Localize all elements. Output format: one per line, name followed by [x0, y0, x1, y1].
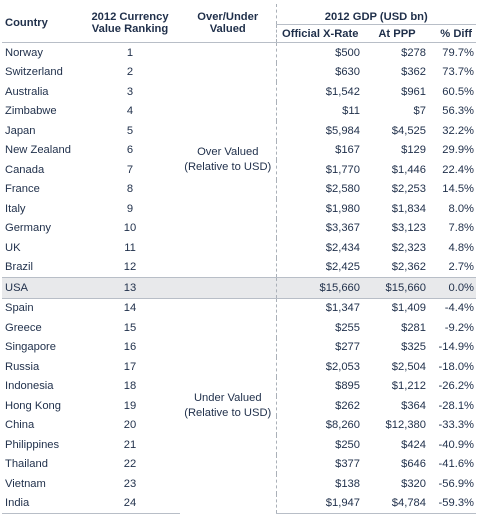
official-gdp-cell: $138 [276, 474, 364, 494]
over-valued-line1: Over Valued [197, 146, 259, 158]
rank-cell: 16 [123, 341, 137, 354]
ppp-gdp-cell: $12,380 [385, 419, 426, 432]
pct-diff-cell: -4.4% [444, 302, 474, 315]
pct-diff-cell: -18.0% [438, 360, 474, 373]
country-cell: Germany [5, 222, 52, 235]
ppp-gdp-cell: $129 [401, 144, 426, 157]
ppp-gdp-cell: $7 [413, 105, 426, 118]
pct-diff-cell: 56.3% [442, 105, 474, 118]
header-ppp: At PPP [364, 25, 430, 43]
ppp-gdp-cell: $278 [401, 46, 426, 59]
official-gdp-cell: $500 [276, 43, 364, 63]
official-gdp-cell: $262 [276, 396, 364, 416]
ppp-gdp-cell: $3,123 [391, 222, 426, 235]
official-gdp-cell: $1,770 [276, 160, 364, 180]
ppp-gdp-cell: $961 [401, 85, 426, 98]
pct-diff-cell: -26.2% [438, 380, 474, 393]
rank-cell: 6 [126, 144, 134, 157]
country-cell: Spain [5, 302, 34, 315]
country-cell: UK [5, 241, 21, 254]
rank-cell: 23 [123, 477, 137, 490]
country-cell: Switzerland [5, 66, 63, 79]
pct-diff-cell: -9.2% [444, 321, 474, 334]
official-gdp-cell: $11 [276, 102, 364, 122]
country-cell: Thailand [5, 458, 48, 471]
over-valued-line2: (Relative to USD) [184, 161, 272, 173]
official-gdp-cell: $255 [276, 318, 364, 338]
header-rank-line1: 2012 Currency [91, 11, 169, 23]
ppp-gdp-cell: $2,362 [391, 261, 426, 274]
pct-diff-cell: 22.4% [442, 163, 474, 176]
country-cell: Indonesia [5, 380, 54, 393]
country-cell: China [5, 419, 35, 432]
rank-cell: 1 [126, 46, 134, 59]
country-cell: Norway [5, 46, 43, 59]
over-valued-group-label [180, 43, 276, 278]
pct-diff-cell: -41.6% [438, 458, 474, 471]
ppp-gdp-cell: $4,525 [391, 124, 426, 137]
country-cell: Vietnam [5, 477, 46, 490]
official-gdp-cell: $1,542 [276, 82, 364, 102]
rank-cell: 7 [126, 163, 134, 176]
rank-cell: 10 [123, 222, 137, 235]
pct-diff-cell: 73.7% [442, 66, 474, 79]
pct-diff-cell: 79.7% [442, 46, 474, 59]
official-gdp-cell: $277 [276, 338, 364, 358]
ppp-gdp-cell: $1,212 [391, 380, 426, 393]
table-body [2, 43, 476, 514]
ppp-gdp-cell: $281 [401, 321, 426, 334]
rank-cell: 8 [126, 183, 134, 196]
header-ou-line1: Over/Under [197, 11, 259, 23]
country-cell: Philippines [5, 438, 60, 451]
ppp-gdp-cell: $2,253 [391, 183, 426, 196]
country-cell: New Zealand [5, 144, 71, 157]
under-valued-line1: Under Valued [193, 392, 262, 404]
country-cell: Australia [5, 85, 49, 98]
rank-cell: 19 [123, 399, 137, 412]
rank-cell: 12 [123, 261, 137, 274]
pct-diff-cell: -14.9% [438, 341, 474, 354]
official-gdp-cell: $2,053 [276, 357, 364, 377]
table-row [2, 278, 476, 299]
pct-diff-cell: 14.5% [442, 183, 474, 196]
country-cell: Canada [5, 163, 45, 176]
official-gdp-cell: $3,367 [276, 219, 364, 239]
rank-cell: 22 [123, 458, 137, 471]
pct-diff-cell: 2.7% [448, 261, 474, 274]
rank-cell: 18 [123, 380, 137, 393]
ppp-gdp-cell: $2,323 [391, 241, 426, 254]
country-cell: Russia [5, 360, 40, 373]
pct-diff-cell: -33.3% [438, 419, 474, 432]
pct-diff-cell: -56.9% [438, 477, 474, 490]
rank-cell: 17 [123, 360, 137, 373]
header-over-under [180, 4, 276, 43]
table-row [2, 298, 476, 318]
header-gdp-group: 2012 GDP (USD bn) [276, 4, 476, 25]
ppp-gdp-cell: $2,504 [391, 360, 426, 373]
country-cell: USA [2, 278, 80, 299]
ppp-gdp-cell: $1,834 [391, 202, 426, 215]
header-official: Official X-Rate [276, 25, 364, 43]
pct-diff-cell: -28.1% [438, 399, 474, 412]
pct-diff-cell: 7.8% [448, 222, 474, 235]
ppp-gdp-cell: $4,784 [364, 494, 430, 514]
rank-cell: 11 [124, 241, 136, 254]
rank-cell: 13 [80, 278, 180, 299]
gdp-currency-table [2, 4, 476, 514]
pct-diff-cell: 32.2% [442, 124, 474, 137]
ppp-gdp-cell: $1,446 [391, 163, 426, 176]
official-gdp-cell: $15,660 [276, 278, 364, 299]
official-gdp-cell: $2,425 [276, 258, 364, 278]
rank-cell: 21 [123, 438, 137, 451]
country-cell: Japan [5, 124, 36, 137]
official-gdp-cell: $1,347 [276, 298, 364, 318]
country-cell: France [5, 183, 40, 196]
rank-cell: 15 [123, 321, 137, 334]
country-cell: Hong Kong [5, 399, 61, 412]
header-rank [80, 4, 180, 43]
pct-diff-cell: 29.9% [442, 144, 474, 157]
pct-diff-cell: 8.0% [448, 202, 474, 215]
under-valued-group-label [180, 298, 276, 514]
ppp-gdp-cell: $424 [401, 438, 426, 451]
official-gdp-cell: $630 [276, 63, 364, 83]
rank-cell: 14 [123, 302, 137, 315]
rank-cell: 24 [80, 494, 180, 514]
ppp-gdp-cell: $1,409 [391, 302, 426, 315]
official-gdp-cell: $2,580 [276, 180, 364, 200]
official-gdp-cell: $1,947 [276, 494, 364, 514]
rank-cell: 4 [126, 105, 134, 118]
country-cell: Brazil [5, 261, 33, 274]
official-gdp-cell: $2,434 [276, 238, 364, 258]
ppp-gdp-cell: $320 [401, 477, 426, 490]
ppp-gdp-cell: $364 [401, 399, 426, 412]
official-gdp-cell: $895 [276, 377, 364, 397]
rank-cell: 20 [123, 419, 137, 432]
official-gdp-cell: $167 [276, 141, 364, 161]
ppp-gdp-cell: $362 [401, 66, 426, 79]
ppp-gdp-cell: $325 [401, 341, 426, 354]
country-cell: Singapore [5, 341, 57, 354]
pct-diff-cell: 60.5% [442, 85, 474, 98]
header-rank-line2: Value Ranking [91, 23, 169, 35]
rank-cell: 3 [126, 85, 134, 98]
official-gdp-cell: $8,260 [276, 416, 364, 436]
header-diff: % Diff [430, 25, 476, 43]
country-cell: India [2, 494, 80, 514]
country-cell: Zimbabwe [5, 105, 57, 118]
country-cell: Italy [5, 202, 26, 215]
header-ou-line2: Valued [209, 23, 246, 35]
rank-cell: 2 [126, 66, 134, 79]
pct-diff-cell: -40.9% [438, 438, 474, 451]
ppp-gdp-cell: $15,660 [364, 278, 430, 299]
under-valued-line2: (Relative to USD) [184, 407, 272, 419]
official-gdp-cell: $5,984 [276, 121, 364, 141]
country-cell: Greece [5, 321, 42, 334]
official-gdp-cell: $250 [276, 435, 364, 455]
ppp-gdp-cell: $646 [401, 458, 426, 471]
header-country: Country [2, 4, 80, 43]
pct-diff-cell: -59.3% [430, 494, 476, 514]
rank-cell: 9 [126, 202, 134, 215]
pct-diff-cell: 4.8% [448, 241, 474, 254]
table-row [2, 43, 476, 63]
official-gdp-cell: $377 [276, 455, 364, 475]
official-gdp-cell: $1,980 [276, 199, 364, 219]
rank-cell: 5 [126, 124, 134, 137]
pct-diff-cell: 0.0% [430, 278, 476, 299]
usa-group-cell [180, 278, 276, 299]
